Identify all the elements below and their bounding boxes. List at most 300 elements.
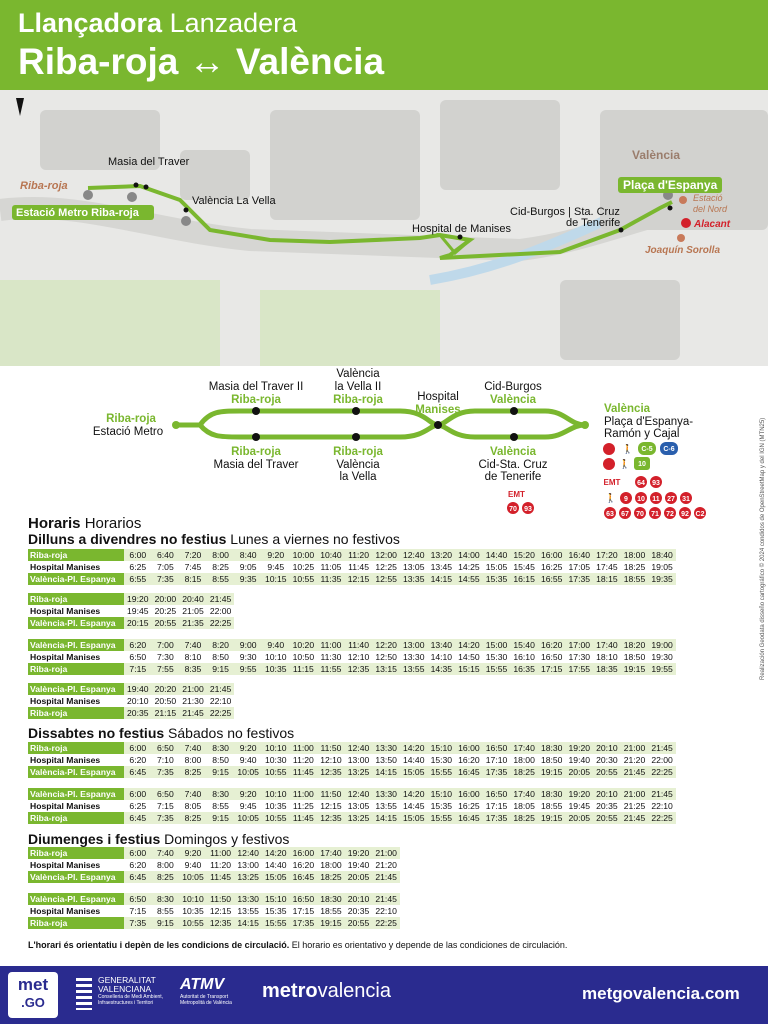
departure-time: 11:20 [207,859,235,871]
stop-name: Hospital Manises [28,859,124,871]
departure-time: 12:10 [317,754,345,766]
table-row [28,549,676,561]
table-row [28,605,234,617]
departure-time: 10:10 [179,893,207,905]
departure-time: 10:30 [262,754,290,766]
departure-time: 22:25 [648,812,676,824]
emt-63: 63 [606,511,614,518]
metro-icon-2 [603,458,615,470]
emt-9: 9 [624,496,628,503]
departure-time: 15:10 [428,788,456,800]
diag-origin: Riba-roja [106,413,156,425]
departure-time: 10:40 [317,549,345,561]
departure-time: 6:20 [124,754,152,766]
departure-time: 20:00 [152,593,180,605]
walk-icon-3: 🚶 [605,493,617,503]
departure-time: 17:15 [290,905,318,917]
departure-time: 21:15 [152,707,180,719]
stop-name: Riba-roja [28,917,124,929]
diag-masia: Masia del Traver [213,459,299,471]
departure-time: 20:55 [345,917,373,929]
departure-time: 10:10 [262,788,290,800]
table-row [28,651,676,663]
departure-time: 19:15 [538,766,566,778]
departure-time: 8:55 [207,800,235,812]
departure-time: 16:50 [538,651,566,663]
departure-time: 15:55 [428,766,456,778]
departure-time: 18:25 [510,766,538,778]
emt-31: 31 [682,496,690,503]
table-row [28,561,676,573]
departure-time: 16:00 [290,847,318,859]
badge-10: 10 [638,461,646,468]
departure-time: 14:55 [455,573,483,585]
departure-time: 17:35 [566,573,594,585]
departure-time: 18:30 [538,742,566,754]
stop-name: Hospital Manises [28,561,124,573]
departure-time: 18:55 [317,905,345,917]
diag-masia-ii: Masia del Traver II [208,381,304,393]
departure-time: 8:25 [179,766,207,778]
departure-time: 16:20 [455,754,483,766]
heading-ca: Horaris [28,515,81,532]
departure-time: 18:50 [538,754,566,766]
departure-time: 18:55 [538,800,566,812]
departure-time: 11:25 [290,800,318,812]
departure-time: 16:45 [455,812,483,824]
diag-dest-2: Ramón y Cajal [604,428,680,440]
departure-time: 19:05 [648,561,676,573]
departure-time: 12:10 [345,651,373,663]
departure-time: 20:05 [566,766,594,778]
departure-time: 13:20 [428,549,456,561]
departure-time: 8:00 [207,549,235,561]
departure-time: 7:00 [152,639,180,651]
departure-time: 15:00 [483,639,511,651]
departure-time: 18:10 [593,651,621,663]
map-del-nord-label: del Nord [693,204,728,214]
footer [0,966,768,1024]
departure-time: 7:35 [152,573,180,585]
departure-time: 11:00 [317,639,345,651]
departure-time: 10:05 [234,812,262,824]
departure-time: 13:00 [234,859,262,871]
departure-time: 13:55 [372,800,400,812]
departure-time: 12:20 [372,639,400,651]
departure-time: 17:45 [593,561,621,573]
departure-time: 7:40 [179,788,207,800]
departure-time: 14:20 [262,847,290,859]
departure-time: 22:10 [207,695,235,707]
departure-time: 7:15 [152,800,180,812]
departure-time: 15:35 [428,800,456,812]
departure-time: 13:55 [234,905,262,917]
departure-time: 12:35 [345,663,373,675]
stop-name: Hospital Manises [28,800,124,812]
walk-icon: 🚶 [622,444,634,454]
departure-time: 13:05 [345,800,373,812]
stop-name: València-Pl. Espanya [28,573,124,585]
departure-time: 16:20 [290,859,318,871]
departure-time: 17:40 [510,742,538,754]
departure-time: 13:00 [345,754,373,766]
departure-time: 21:45 [179,707,207,719]
departure-time: 20:05 [345,871,373,883]
departure-time: 6:00 [124,742,152,754]
departure-time: 15:10 [262,893,290,905]
departure-time: 16:25 [455,800,483,812]
departure-time: 16:50 [483,788,511,800]
departure-time: 10:25 [290,561,318,573]
departure-time: 22:10 [372,905,400,917]
departure-time: 19:15 [538,812,566,824]
departure-time: 10:20 [290,639,318,651]
generalitat-emblem-icon [76,978,92,1010]
departure-time: 13:00 [400,639,428,651]
emt-10: 10 [637,496,645,503]
table-row [28,893,400,905]
departure-time: 8:10 [179,651,207,663]
departure-time: 15:55 [428,812,456,824]
departure-time: 7:15 [124,663,152,675]
departure-time: 9:20 [234,788,262,800]
departure-time: 14:00 [455,549,483,561]
departure-time: 6:50 [124,893,152,905]
departure-time: 6:45 [124,812,152,824]
departure-time: 19:40 [566,754,594,766]
departure-time: 21:35 [179,617,207,629]
weekday-title [28,531,400,547]
emt-27: 27 [667,496,675,503]
weekday-title-ca: Dilluns a divendres no festius [28,531,227,547]
departure-time: 11:40 [345,639,373,651]
table-row [28,917,400,929]
emt-64: 64 [637,480,645,487]
departure-time: 22:25 [207,707,235,719]
saturday-title-ca: Dissabtes no festius [28,725,165,741]
schedule-note [28,940,567,950]
departure-time: 9:45 [262,561,290,573]
departure-time: 22:00 [648,754,676,766]
departure-time: 9:40 [262,639,290,651]
departure-time: 22:00 [207,605,235,617]
emt-line-93: 93 [524,506,532,513]
departure-time: 19:00 [648,639,676,651]
departure-time: 12:00 [372,549,400,561]
departure-time: 19:20 [345,847,373,859]
departure-time: 14:35 [428,663,456,675]
emt-72: 72 [666,511,674,518]
departure-time: 10:10 [262,651,290,663]
map-riba-label: Riba-roja [20,180,68,192]
departure-time: 11:05 [317,561,345,573]
departure-time: 19:55 [648,663,676,675]
departure-time: 18:25 [317,871,345,883]
stop-name: València-Pl. Espanya [28,893,124,905]
departure-time: 8:25 [179,812,207,824]
departure-time: 11:50 [317,788,345,800]
departure-time: 11:00 [290,788,318,800]
departure-time: 14:10 [428,651,456,663]
map-credit: Realización Geodata disseño cartográfico © 2024 condidos de OpenStreetMap y del IGN (MTN25) [760,417,766,680]
departure-time: 8:25 [207,561,235,573]
departure-time: 18:35 [593,663,621,675]
map-joaquin-label: Joaquín Sorolla [645,245,721,256]
departure-time: 8:00 [179,754,207,766]
departure-time: 6:45 [124,766,152,778]
departure-time: 13:30 [400,651,428,663]
timetable [28,788,676,824]
dot-masia-ii [252,407,260,415]
stop-name: Hospital Manises [28,605,124,617]
departure-time: 14:25 [455,561,483,573]
mv-b: valencia [317,980,391,1002]
departure-time: 19:15 [317,917,345,929]
timetable [28,549,676,585]
weekday-title-es: Lunes a viernes no festivos [230,531,400,547]
stop-name: Hospital Manises [28,651,124,663]
stop-name: Hospital Manises [28,695,124,707]
timetable [28,847,400,883]
departure-time: 16:45 [290,871,318,883]
map-alacant-label: Alacant [694,219,731,230]
departure-time: 12:15 [345,573,373,585]
table-row [28,639,676,651]
departure-time: 20:50 [152,695,180,707]
departure-time: 14:15 [372,766,400,778]
departure-time: 15:05 [262,871,290,883]
departure-time: 21:05 [179,605,207,617]
departure-time: 21:20 [372,859,400,871]
departure-time: 16:00 [455,788,483,800]
departure-time: 10:35 [262,800,290,812]
departure-time: 11:45 [290,812,318,824]
departure-time: 20:10 [593,788,621,800]
stop-name: Riba-roja [28,593,124,605]
title-ca: Llançadora [18,8,163,38]
station-nord-icon [679,196,687,204]
departure-time: 18:25 [510,812,538,824]
departure-time: 12:55 [372,573,400,585]
departure-time: 15:05 [400,812,428,824]
departure-time: 11:30 [317,651,345,663]
departure-time: 7:40 [152,847,180,859]
departure-time: 16:00 [455,742,483,754]
website-link[interactable]: metgovalencia.com [582,984,740,1003]
departure-time: 18:00 [510,754,538,766]
route-to: València [235,41,385,82]
saturday-title [28,725,294,741]
dot-vlc-vella [352,433,360,441]
departure-time: 14:40 [483,549,511,561]
map-tenerife-label: de Tenerife [566,217,621,229]
departure-time: 19:20 [566,742,594,754]
stop-name: Hospital Manises [28,754,124,766]
departure-time: 11:35 [317,573,345,585]
departure-time: 20:55 [593,766,621,778]
table-row [28,847,400,859]
departure-time: 8:30 [207,788,235,800]
diag-hospital-town: Manises [415,404,461,416]
departure-time: 14:20 [455,639,483,651]
departure-time: 13:30 [372,788,400,800]
map-hospital-label: Hospital de Manises [412,223,512,235]
map-estacio-label: Estació Metro Riba-roja [16,207,139,219]
alacant-metro-icon [681,218,691,228]
atmv-line-2: Metropolità de València [180,1000,232,1006]
departure-time: 9:55 [234,663,262,675]
stop-name: València-Pl. Espanya [28,871,124,883]
departure-time: 20:10 [124,695,152,707]
departure-time: 9:00 [234,639,262,651]
departure-time: 11:50 [317,742,345,754]
departure-time: 19:45 [566,800,594,812]
departure-time: 15:30 [428,754,456,766]
departure-time: 15:40 [510,639,538,651]
departure-time: 6:20 [124,639,152,651]
emt-93: 93 [652,480,660,487]
stop-name: Riba-roja [28,663,124,675]
departure-time: 19:15 [621,663,649,675]
departure-time: 17:35 [290,917,318,929]
departure-time: 21:00 [621,742,649,754]
gv-line-2: VALENCIANA [98,984,152,994]
departure-time: 8:40 [234,549,262,561]
departure-time: 12:15 [317,800,345,812]
departure-time: 11:00 [290,742,318,754]
departure-time: 20:35 [345,905,373,917]
departure-time: 17:20 [593,549,621,561]
badge-c6: C-6 [663,446,675,453]
stop-masia-1 [134,183,139,188]
departure-time: 16:55 [538,573,566,585]
emt-70: 70 [636,511,644,518]
route-arrow-icon: ↔ [188,41,226,82]
departure-time: 13:45 [428,561,456,573]
departure-time: 14:20 [400,788,428,800]
diag-cid-top-town: València [489,394,537,406]
diag-vlc-vella-ii-town: Riba-roja [333,394,383,406]
timetable [28,683,234,719]
metrovalencia-logo [262,980,391,1003]
departure-time: 13:30 [234,893,262,905]
departure-time: 18:25 [621,561,649,573]
stop-name: Riba-roja [28,847,124,859]
departure-time: 10:55 [262,812,290,824]
timetable [28,639,676,675]
departure-time: 12:35 [207,917,235,929]
diag-origin-sub: Estació Metro [92,426,164,438]
departure-time: 19:30 [648,651,676,663]
dot-vlc-vella-ii [352,407,360,415]
departure-time: 6:00 [124,549,152,561]
departure-time: 8:55 [152,905,180,917]
departure-time: 15:55 [262,917,290,929]
walk-icon-2: 🚶 [619,459,631,469]
stop-name: Riba-roja [28,812,124,824]
departure-time: 12:35 [317,766,345,778]
table-row [28,859,400,871]
departure-time: 9:20 [262,549,290,561]
departure-time: 17:40 [317,847,345,859]
note-ca: L'horari és orientatiu i depèn de les condicions de circulació. [28,940,290,950]
stop-name: València-Pl. Espanya [28,683,124,695]
sunday-title-ca: Diumenges i festius [28,831,161,847]
stop-name: València-Pl. Espanya [28,639,124,651]
emt-71: 71 [651,511,659,518]
departure-time: 10:55 [179,917,207,929]
table-row [28,695,234,707]
departure-time: 14:15 [428,573,456,585]
departure-time: 7:35 [152,766,180,778]
departure-time: 19:40 [124,683,152,695]
departure-time: 21:45 [372,871,400,883]
departure-time: 6:25 [124,561,152,573]
departure-time: 13:25 [345,812,373,824]
note-es: El horario es orientativo y depende de las condiciones de circulación. [291,940,568,950]
metro-icon [603,443,615,455]
stop-name: València-Pl. Espanya [28,617,124,629]
metgo-logo-2: .GO [21,995,45,1010]
diag-cid-bottom-town: València [489,446,537,458]
departure-time: 11:45 [207,871,235,883]
table-row [28,707,234,719]
departure-time: 20:30 [593,754,621,766]
departure-time: 6:25 [124,800,152,812]
departure-time: 12:40 [234,847,262,859]
departure-time: 14:20 [400,742,428,754]
departure-time: 16:20 [538,639,566,651]
map-placa-label: Plaça d'Espanya [623,178,718,192]
route-from: Riba-roja [18,41,179,82]
dot-hospital [434,421,442,429]
departure-time: 7:05 [152,561,180,573]
departure-time: 17:00 [566,639,594,651]
departure-time: 14:40 [400,754,428,766]
departure-time: 13:35 [400,573,428,585]
departure-time: 20:35 [593,800,621,812]
departure-time: 21:45 [207,593,235,605]
departure-time: 22:25 [207,617,235,629]
departure-time: 7:40 [179,742,207,754]
departure-time: 18:30 [538,788,566,800]
departure-time: 17:15 [538,663,566,675]
departure-time: 17:30 [566,651,594,663]
table-row [28,905,400,917]
departure-time: 13:05 [400,561,428,573]
table-row [28,754,676,766]
departure-time: 7:35 [152,812,180,824]
departure-time: 9:15 [207,812,235,824]
departure-time: 10:35 [179,905,207,917]
gv-line-4: Infraestructures i Territori [98,1000,154,1006]
emt-logo-icon-2: EMT [603,478,621,487]
departure-time: 16:40 [566,549,594,561]
departure-time: 15:30 [483,651,511,663]
departure-time: 8:30 [207,742,235,754]
departure-time: 7:30 [152,651,180,663]
departure-time: 15:35 [483,573,511,585]
departure-time: 10:00 [290,549,318,561]
departure-time: 11:15 [290,663,318,675]
departure-time: 16:15 [510,573,538,585]
metgo-logo-1: met [17,975,49,994]
departure-time: 9:20 [179,847,207,859]
departure-time: 15:45 [510,561,538,573]
departure-time: 14:15 [372,812,400,824]
departure-time: 9:15 [152,917,180,929]
departure-time: 12:25 [372,561,400,573]
